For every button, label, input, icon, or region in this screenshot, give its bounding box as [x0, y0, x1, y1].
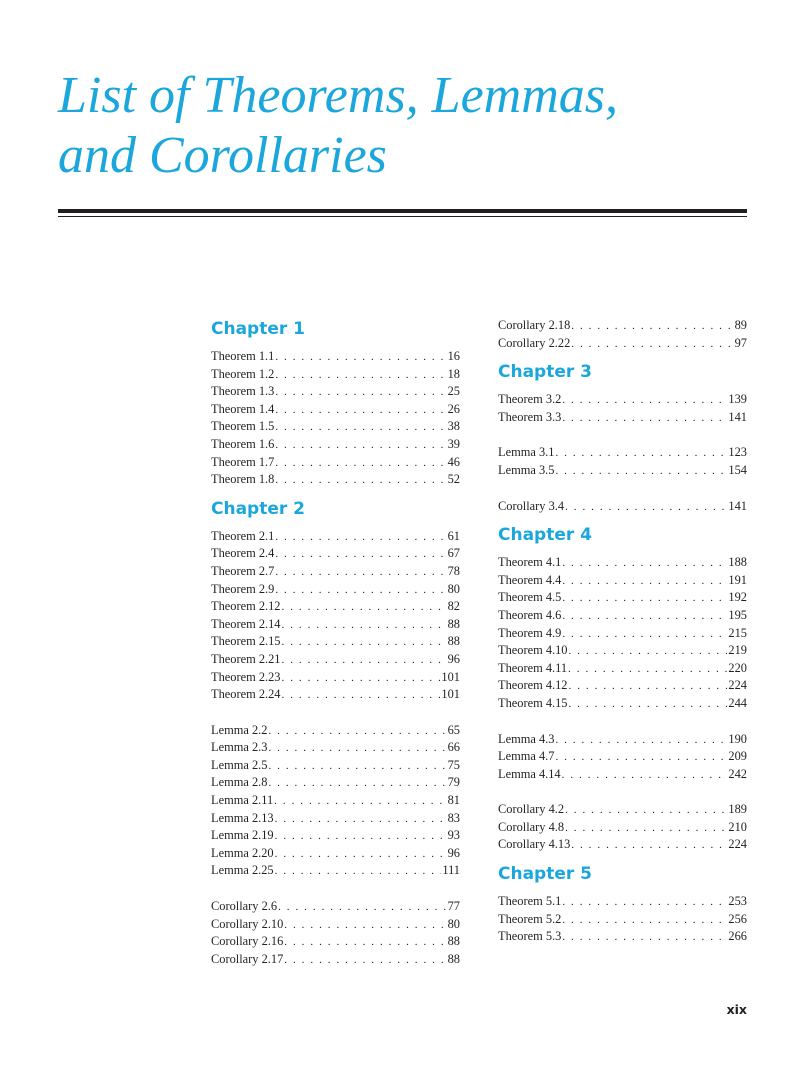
contents-entry: [211, 916, 460, 934]
entry-name: Corollary 2.10: [211, 916, 284, 931]
dot-leader: [284, 934, 446, 952]
entry-name: Theorem 1.6: [211, 436, 275, 451]
dot-leader: [282, 670, 441, 688]
entry-name: Theorem 2.7: [211, 563, 275, 578]
entry-page-number: 67: [447, 546, 460, 561]
dot-leader: [275, 455, 446, 473]
entry-name: Theorem 5.1: [498, 894, 562, 909]
contents-entry: [211, 545, 460, 563]
contents-entry: [498, 409, 747, 427]
dot-leader: [284, 917, 446, 935]
group-spacer: [498, 426, 747, 444]
dot-leader: [562, 410, 727, 428]
contents-entry: [211, 722, 460, 740]
entry-page-number: 77: [447, 899, 460, 914]
entry-page-number: 89: [734, 318, 747, 332]
entry-page-number: 88: [447, 934, 460, 949]
entry-name: Theorem 5.3: [498, 929, 562, 944]
contents-entry: [211, 418, 460, 436]
dot-leader: [282, 687, 441, 705]
contents-entry: [211, 757, 460, 775]
entry-name: Theorem 1.2: [211, 366, 275, 381]
contents-entry: [211, 669, 460, 687]
contents-entry: [498, 928, 747, 946]
contents-entry: [211, 401, 460, 419]
entry-page-number: 139: [728, 392, 747, 407]
dot-leader: [275, 367, 446, 385]
contents-column-left: [211, 317, 460, 968]
entry-name: Theorem 4.10: [498, 643, 568, 658]
entry-name: Lemma 2.8: [211, 775, 268, 790]
dot-leader: [571, 336, 733, 354]
entry-name: Theorem 1.3: [211, 384, 275, 399]
contents-entry: [498, 625, 747, 643]
entry-name: Theorem 2.12: [211, 599, 281, 614]
entry-page-number: 78: [447, 563, 460, 578]
dot-leader: [562, 767, 728, 785]
contents-entry: [211, 436, 460, 454]
entry-name: Corollary 2.16: [211, 934, 284, 949]
entry-page-number: 83: [447, 810, 460, 825]
dot-leader: [282, 652, 447, 670]
contents-entry: [211, 933, 460, 951]
contents-entry: [498, 317, 747, 335]
contents-entry: [211, 845, 460, 863]
contents-entry: [211, 581, 460, 599]
dot-leader: [555, 463, 727, 481]
entry-page-number: 65: [447, 722, 460, 737]
entry-name: Lemma 3.5: [498, 462, 555, 477]
contents-entry: [498, 335, 747, 353]
entry-page-number: 88: [447, 634, 460, 649]
entry-name: Lemma 3.1: [498, 445, 555, 460]
dot-leader: [282, 599, 447, 617]
entry-page-number: 195: [728, 607, 747, 622]
dot-leader: [565, 499, 727, 517]
dot-leader: [275, 472, 446, 490]
title-rule-thick: [58, 209, 747, 213]
contents-entry: [211, 898, 460, 916]
contents-entry: [498, 607, 747, 625]
dot-leader: [275, 811, 447, 829]
entry-name: Theorem 1.5: [211, 419, 275, 434]
contents-entry: [498, 444, 747, 462]
dot-leader: [562, 555, 727, 573]
contents-entry: [498, 554, 747, 572]
dot-leader: [555, 445, 727, 463]
contents-entry: [211, 633, 460, 651]
group-spacer: [498, 713, 747, 731]
entry-name: Corollary 4.13: [498, 837, 571, 852]
entry-name: Theorem 4.9: [498, 625, 562, 640]
entry-name: Theorem 4.12: [498, 678, 568, 693]
contents-entry: [211, 651, 460, 669]
entry-page-number: 242: [728, 766, 747, 781]
entry-name: Theorem 2.21: [211, 651, 281, 666]
entry-page-number: 256: [728, 911, 747, 926]
entry-page-number: 16: [447, 349, 460, 363]
entry-page-number: 101: [441, 687, 460, 702]
dot-leader: [569, 696, 728, 714]
contents-entry: [498, 819, 747, 837]
dot-leader: [275, 846, 447, 864]
entry-name: Theorem 5.2: [498, 911, 562, 926]
dot-leader: [571, 318, 733, 336]
dot-leader: [284, 952, 446, 970]
contents-entry: [211, 528, 460, 546]
page-number: xix: [726, 1002, 747, 1017]
entry-name: Lemma 2.11: [211, 793, 274, 808]
entry-page-number: 192: [728, 590, 747, 605]
dot-leader: [562, 929, 727, 947]
entry-page-number: 26: [447, 401, 460, 416]
dot-leader: [275, 546, 446, 564]
entry-page-number: 244: [728, 695, 747, 710]
entry-name: Theorem 1.7: [211, 454, 275, 469]
dot-leader: [562, 912, 727, 930]
dot-leader: [275, 582, 446, 600]
contents-entry: [211, 454, 460, 472]
contents-entry: [211, 383, 460, 401]
entry-name: Theorem 4.1: [498, 555, 562, 570]
entry-name: Lemma 4.14: [498, 766, 561, 781]
entry-name: Lemma 2.25: [211, 863, 274, 878]
dot-leader: [268, 775, 446, 793]
entry-page-number: 210: [728, 819, 747, 834]
contents-entry: [211, 774, 460, 792]
entry-name: Theorem 2.4: [211, 546, 275, 561]
contents-entry: [498, 642, 747, 660]
entry-name: Theorem 4.11: [498, 660, 568, 675]
dot-leader: [275, 349, 446, 367]
contents-entry: [211, 827, 460, 845]
dot-leader: [571, 837, 727, 855]
entry-page-number: 52: [447, 472, 460, 487]
entry-page-number: 224: [728, 837, 747, 852]
page-title-line-2: and Corollaries: [58, 127, 387, 184]
dot-leader: [275, 529, 446, 547]
entry-name: Theorem 1.8: [211, 472, 275, 487]
dot-leader: [274, 793, 446, 811]
group-spacer: [498, 480, 747, 498]
entry-page-number: 253: [728, 894, 747, 909]
entry-page-number: 220: [728, 660, 747, 675]
entry-page-number: 80: [447, 581, 460, 596]
chapter-heading: Chapter 2: [211, 498, 306, 519]
entry-name: Corollary 2.18: [498, 318, 571, 332]
contents-entry: [211, 471, 460, 489]
dot-leader: [275, 828, 447, 846]
entry-page-number: 88: [447, 951, 460, 966]
entry-name: Lemma 4.3: [498, 731, 555, 746]
entry-name: Theorem 4.6: [498, 607, 562, 622]
entry-name: Corollary 2.17: [211, 951, 284, 966]
chapter-heading: Chapter 1: [211, 319, 306, 339]
dot-leader: [562, 608, 727, 626]
entry-page-number: 111: [442, 863, 460, 878]
entry-page-number: 141: [728, 409, 747, 424]
dot-leader: [275, 402, 446, 420]
entry-name: Theorem 4.4: [498, 572, 562, 587]
dot-leader: [275, 863, 442, 881]
dot-leader: [282, 634, 447, 652]
contents-entry: [498, 462, 747, 480]
entry-page-number: 25: [447, 384, 460, 399]
entry-name: Lemma 4.7: [498, 749, 555, 764]
contents-entry: [211, 810, 460, 828]
group-spacer: [211, 704, 460, 722]
dot-leader: [275, 437, 446, 455]
chapter-heading: Chapter 5: [498, 864, 593, 885]
contents-entry: [498, 677, 747, 695]
entry-page-number: 39: [447, 436, 460, 451]
contents-entry: [498, 498, 747, 516]
entry-name: Corollary 2.6: [211, 899, 278, 914]
entry-name: Theorem 2.14: [211, 616, 281, 631]
entry-page-number: 46: [447, 454, 460, 469]
dot-leader: [275, 384, 446, 402]
entry-page-number: 141: [728, 498, 747, 513]
contents-entry: [498, 748, 747, 766]
contents-entry: [498, 766, 747, 784]
entry-name: Theorem 2.9: [211, 581, 275, 596]
entry-page-number: 38: [447, 419, 460, 434]
contents-entry: [211, 792, 460, 810]
entry-page-number: 209: [728, 749, 747, 764]
entry-page-number: 80: [447, 916, 460, 931]
page-title: [58, 66, 758, 186]
contents-entry: [211, 862, 460, 880]
entry-page-number: 191: [728, 572, 747, 587]
dot-leader: [569, 643, 728, 661]
entry-page-number: 190: [728, 731, 747, 746]
contents-entry: [211, 616, 460, 634]
entry-page-number: 66: [447, 740, 460, 755]
contents-entry: [498, 572, 747, 590]
contents-entry: [498, 660, 747, 678]
dot-leader: [282, 617, 447, 635]
dot-leader: [555, 732, 727, 750]
dot-leader: [275, 419, 446, 437]
dot-leader: [562, 573, 727, 591]
group-spacer: [211, 880, 460, 898]
entry-name: Theorem 1.1: [211, 349, 275, 363]
contents-column-right: [498, 317, 747, 946]
contents-entry: [211, 348, 460, 366]
contents-entry: [211, 366, 460, 384]
dot-leader: [275, 564, 446, 582]
dot-leader: [268, 758, 446, 776]
contents-entry: [498, 695, 747, 713]
entry-name: Lemma 2.13: [211, 810, 274, 825]
entry-page-number: 266: [728, 929, 747, 944]
entry-name: Corollary 2.22: [498, 335, 571, 350]
contents-entry: [211, 951, 460, 969]
chapter-heading: Chapter 3: [498, 362, 593, 383]
entry-page-number: 97: [734, 335, 747, 350]
dot-leader: [562, 392, 727, 410]
entry-name: Theorem 3.2: [498, 392, 562, 407]
entry-name: Theorem 2.23: [211, 669, 281, 684]
contents-entry: [498, 801, 747, 819]
entry-page-number: 101: [441, 669, 460, 684]
contents-entry: [498, 589, 747, 607]
entry-name: Theorem 4.5: [498, 590, 562, 605]
entry-page-number: 88: [447, 616, 460, 631]
entry-page-number: 61: [447, 528, 460, 543]
group-spacer: [498, 783, 747, 801]
title-rule-thin: [58, 216, 747, 217]
entry-page-number: 82: [447, 599, 460, 614]
entry-name: Lemma 2.3: [211, 740, 268, 755]
dot-leader: [278, 899, 447, 917]
entry-page-number: 93: [447, 828, 460, 843]
dot-leader: [562, 626, 727, 644]
entry-name: Theorem 2.15: [211, 634, 281, 649]
entry-name: Lemma 2.20: [211, 845, 274, 860]
dot-leader: [562, 894, 727, 912]
contents-entry: [498, 893, 747, 911]
contents-entry: [498, 391, 747, 409]
entry-name: Theorem 4.15: [498, 695, 568, 710]
page-title-line-1: List of Theorems, Lemmas,: [58, 67, 619, 124]
entry-name: Corollary 4.2: [498, 802, 565, 817]
entry-name: Theorem 2.1: [211, 528, 275, 543]
entry-name: Theorem 2.24: [211, 687, 281, 702]
contents-entry: [211, 686, 460, 704]
contents-entry: [211, 739, 460, 757]
contents-entry: [498, 836, 747, 854]
entry-page-number: 79: [447, 775, 460, 790]
dot-leader: [555, 749, 727, 767]
entry-page-number: 96: [447, 845, 460, 860]
entry-page-number: 18: [447, 366, 460, 381]
entry-page-number: 154: [728, 462, 747, 477]
chapter-heading: Chapter 4: [498, 525, 593, 546]
entry-name: Lemma 2.5: [211, 757, 268, 772]
dot-leader: [562, 590, 727, 608]
entry-page-number: 224: [728, 678, 747, 693]
entry-page-number: 123: [728, 445, 747, 460]
dot-leader: [569, 678, 728, 696]
entry-page-number: 215: [728, 625, 747, 640]
dot-leader: [565, 820, 727, 838]
entry-page-number: 81: [447, 793, 460, 808]
entry-page-number: 219: [728, 643, 747, 658]
dot-leader: [268, 740, 446, 758]
entry-name: Theorem 1.4: [211, 401, 275, 416]
entry-page-number: 189: [728, 802, 747, 817]
entry-name: Lemma 2.19: [211, 828, 274, 843]
entry-name: Corollary 3.4: [498, 498, 565, 513]
entry-name: Lemma 2.2: [211, 722, 268, 737]
contents-entry: [498, 911, 747, 929]
entry-page-number: 188: [728, 555, 747, 570]
dot-leader: [268, 723, 446, 741]
entry-page-number: 75: [447, 757, 460, 772]
contents-entry: [211, 563, 460, 581]
contents-entry: [498, 731, 747, 749]
entry-page-number: 96: [447, 651, 460, 666]
dot-leader: [565, 802, 727, 820]
entry-name: Corollary 4.8: [498, 819, 565, 834]
contents-entry: [211, 598, 460, 616]
entry-name: Theorem 3.3: [498, 409, 562, 424]
dot-leader: [568, 661, 727, 679]
